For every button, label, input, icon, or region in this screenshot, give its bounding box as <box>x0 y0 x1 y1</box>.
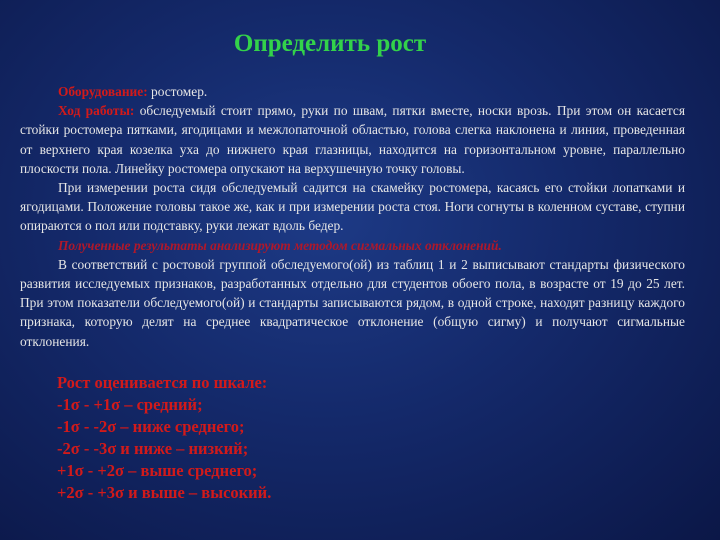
scale-item: -1σ - +1σ – средний; <box>57 395 203 414</box>
procedure-text: обследуемый стоит прямо, руки по швам, пятки вместе, носки врозь. При этом он касается стойки ростомера пятками, ягодицами и межлопаточной областью, голова слегка наклонена и линия, проведенная от верхнего края козелка уха до нижнего края глазницы, находится на горизонтальном уровне, параллельно плоскости пола. Линейку ростомера опускают на верхушечную точку головы. <box>20 103 685 176</box>
results-heading: Полученные результаты анализируют методом сигмальных отклонений. <box>58 237 502 253</box>
standards-paragraph: В соответствий с ростовой группой обследуемого(ой) из таблиц 1 и 2 выписывают стандарты физического развития исследуемых признаков, разработанных отдельно для студентов обоего пола, в возрасте от 19 до 25 лет. При этом показатели обследуемого(ой) и стандарты записываются рядом, в одной строке, находят разницу каждого признака, которую делят на среднее квадратическое отклонение (общую сигму) и получают сигмальные отклонения. <box>20 256 685 349</box>
sitting-paragraph: При измерении роста сидя обследуемый садится на скамейку ростомера, касаясь его стойки лопатками и ягодицами. Положение головы такое же, как и при измерении роста стоя. Ноги согнуты в коленном суставе, ступни опираются о пол или подставку, руки лежат вдоль бедер. <box>20 180 685 234</box>
equipment-paragraph <box>20 82 685 101</box>
scale-item: -1σ - -2σ – ниже среднего; <box>57 417 245 436</box>
content-body <box>20 82 685 351</box>
scale-item: +1σ - +2σ – выше среднего; <box>57 461 258 480</box>
equipment-text: ростомер. <box>147 84 208 99</box>
scale-list <box>57 372 271 504</box>
equipment-label: Оборудование: <box>58 84 148 99</box>
scale-heading: Рост оценивается по шкале: <box>57 373 268 392</box>
procedure-paragraph <box>20 101 685 178</box>
scale-item: -2σ - -3σ и ниже – низкий; <box>57 439 249 458</box>
procedure-label: Ход работы: <box>58 103 135 119</box>
page-title: Определить рост <box>233 30 427 57</box>
scale-item: +2σ - +3σ и выше – высокий. <box>57 483 272 502</box>
